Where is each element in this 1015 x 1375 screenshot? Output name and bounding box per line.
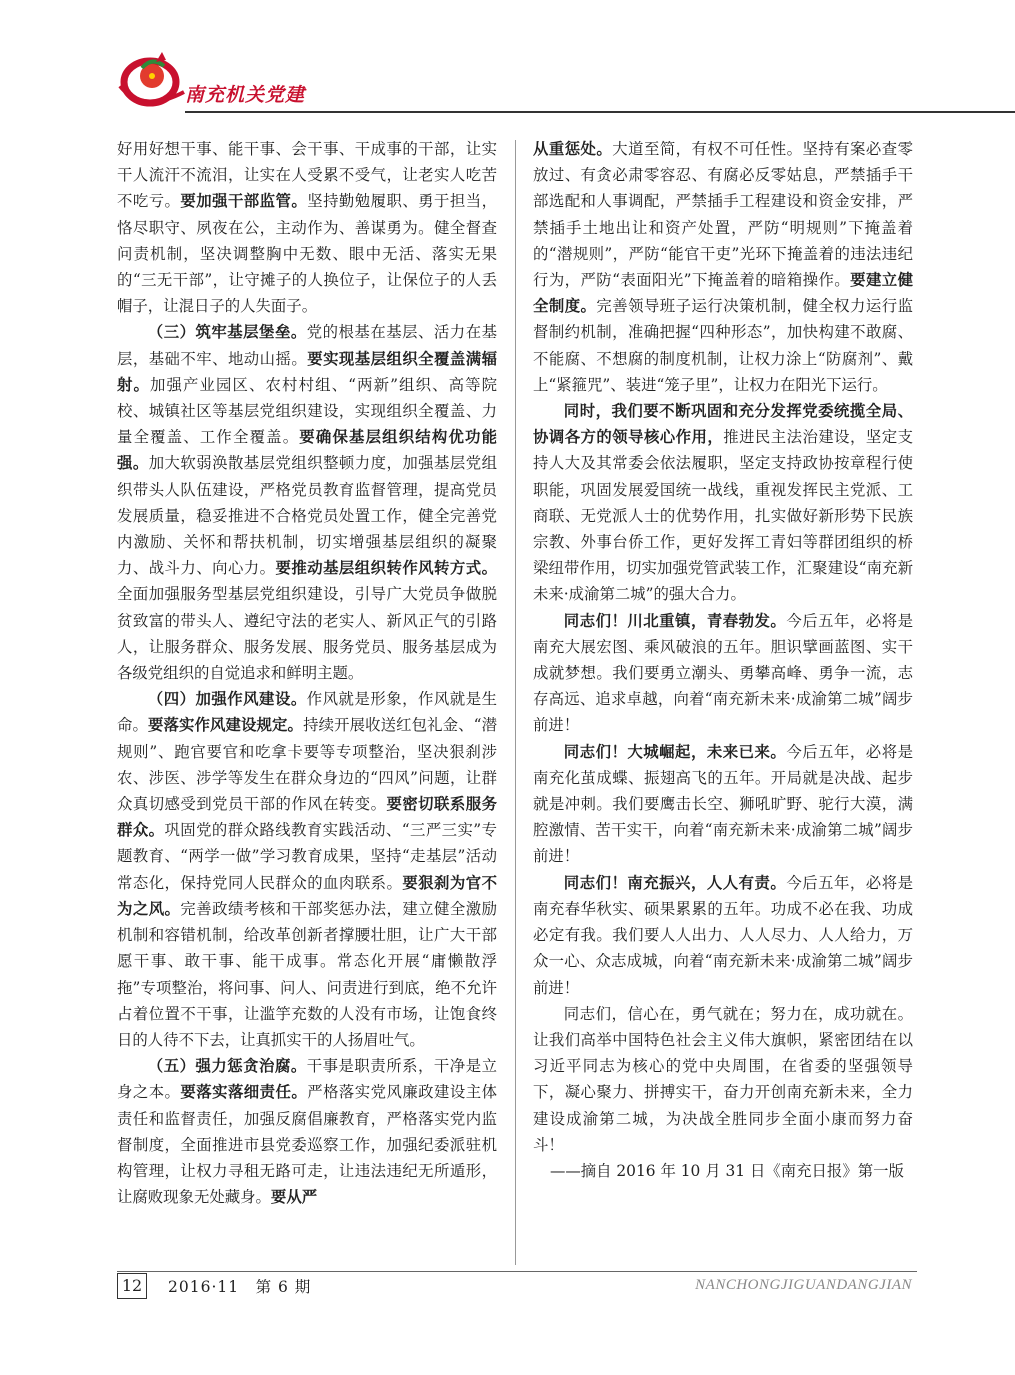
header-title: 南充机关党建 xyxy=(185,84,306,106)
footer-brand: NANCHONGJIGUANDANGJIAN xyxy=(695,1277,912,1293)
page-number: 12 xyxy=(117,1273,147,1299)
paragraph: 从重惩处。大道至简，有权不可任性。坚持有案必查零放过、有贪必肃零容忍、有腐必反零姑息，严禁插手干部选配和人事调配，严禁插手工程建设和资金安排，严禁插手土地出让和资产处置，严防“明规则”下掩盖着的“潜规则”，严防“能官干吏”光环下掩盖着的违法违纪行为，严防“表面阳光”下掩盖着的暗箱操作。要建立健全制度。完善领导班子运行决策机制，健全权力运行监督制约机制，准确把握“四种形态”，加快构建不敢腐、不能腐、不想腐的制度机制，让权力涂上“防腐剂”、戴上“紧箍咒”、装进“笼子里”，让权力在阳光下运行。 xyxy=(533,140,913,394)
footer-rule xyxy=(117,1271,917,1272)
issue-info: 2016·11 第 6 期 xyxy=(168,1278,312,1296)
paragraph: 同志们！川北重镇，青春勃发。今后五年，必将是南充大展宏图、乘风破浪的五年。胆识擘画蓝图、实干成就梦想。我们要勇立潮头、勇攀高峰、勇争一流，志存高远、追求卓越，向着“南充新未来·成渝第二城”阔步前进！ xyxy=(533,611,913,735)
column-divider xyxy=(515,140,516,1265)
right-column xyxy=(533,136,913,1184)
magazine-logo-icon xyxy=(112,46,192,108)
paragraph: （五）强力惩贪治腐。干事是职责所系，干净是立身之本。要落实落细责任。严格落实党风廉政建设主体责任和监督责任，加强反腐倡廉教育，严格落实党内监督制度，全面推进市县党委巡察工作，加强纪委派驻机构管理，让权力寻租无路可走，让违法违纪无所遁形，让腐败现象无处藏身。要从严 xyxy=(117,1057,497,1207)
paragraph: 同志们！大城崛起，未来已来。今后五年，必将是南充化茧成蝶、振翅高飞的五年。开局就是决战、起步就是冲刺。我们要鹰击长空、狮吼旷野、驼行大漠，满腔激情、苦干实干，向着“南充新未来·成渝第二城”阔步前进！ xyxy=(533,742,913,866)
paragraph: （四）加强作风建设。作风就是形象，作风就是生命。要落实作风建设规定。持续开展收送红包礼金、“潜规则”、跑官要官和吃拿卡要等专项整治，坚决狠刹涉农、涉医、涉学等发生在群众身边的“四风”问题，让群众真切感受到党员干部的作风在转变。要密切联系服务群众。巩固党的群众路线教育实践活动、“三严三实”专题教育、“两学一做”学习教育成果，坚持“走基层”活动常态化，保持党同人民群众的血肉联系。要狠刹为官不为之风。完善政绩考核和干部奖惩办法，建立健全激励机制和容错机制，给改革创新者撑腰壮胆，让广大干部愿干事、敢干事、能干成事。常态化开展“庸懒散浮拖”专项整治，将问事、问人、问责进行到底，绝不允许占着位置不干事，让滥竽充数的人没有市场，让饱食终日的人待不下去，让真抓实干的人扬眉吐气。 xyxy=(117,690,497,1049)
source-citation: ——摘自 2016 年 10 月 31 日《南充日报》第一版 xyxy=(549,1161,904,1180)
paragraph: 同志们，信心在，勇气就在；努力在，成功就在。让我们高举中国特色社会主义伟大旗帜，紧密团结在以习近平同志为核心的党中央周围，在省委的坚强领导下，凝心聚力、拼搏实干，奋力开创南充新未来，全力建设成渝第二城，为决战全胜同步全面小康而努力奋斗！ xyxy=(533,1004,913,1154)
paragraph: （三）筑牢基层堡垒。党的根基在基层、活力在基层，基础不牢、地动山摇。要实现基层组织全覆盖满辐射。加强产业园区、农村村组、“两新”组织、高等院校、城镇社区等基层党组织建设，实现组织全覆盖、力量全覆盖、工作全覆盖。要确保基层组织结构优功能强。加大软弱涣散基层党组织整顿力度，加强基层党组织带头人队伍建设，严格党员教育监督管理，提高党员发展质量，稳妥推进不合格党员处置工作，健全完善党内激励、关怀和帮扶机制，切实增强基层组织的凝聚力、战斗力、向心力。要推动基层组织转作风转方式。全面加强服务型基层党组织建设，引导广大党员争做脱贫致富的带头人、遵纪守法的老实人、新风正气的引路人，让服务群众、服务发展、服务党员、服务基层成为各级党组织的自觉追求和鲜明主题。 xyxy=(117,323,497,683)
left-column xyxy=(117,136,497,1210)
header-rule xyxy=(185,111,1015,113)
paragraph: 好用好想干事、能干事、会干事、干成事的干部，让实干人流汗不流泪，让实在人受累不受气，让老实人吃苦不吃亏。要加强干部监管。坚持勤勉履职、勇于担当，恪尽职守、夙夜在公，主动作为、善谋勇为。健全督查问责机制，坚决调整胸中无数、眼中无活、落实无果的“三无干部”，让守摊子的人换位子，让保位子的人丢帽子，让混日子的人失面子。 xyxy=(117,140,497,316)
paragraph: 同时，我们要不断巩固和充分发挥党委统揽全局、协调各方的领导核心作用，推进民主法治建设，坚定支持人大及其常委会依法履职，坚定支持政协按章程行使职能，巩固发展爱国统一战线，重视发挥民主党派、工商联、无党派人士的优势作用，扎实做好新形势下民族宗教、外事台侨工作，更好发挥工青妇等群团组织的桥梁纽带作用，切实加强党管武装工作，汇聚建设“南充新未来·成渝第二城”的强大合力。 xyxy=(533,402,913,604)
paragraph: 同志们！南充振兴，人人有责。今后五年，必将是南充春华秋实、硕果累累的五年。功成不必在我、功成必定有我。我们要人人出力、人人尽力、人人给力，万众一心、众志成城，向着“南充新未来·成渝第二城”阔步前进！ xyxy=(533,873,913,997)
page-header xyxy=(0,0,1015,120)
